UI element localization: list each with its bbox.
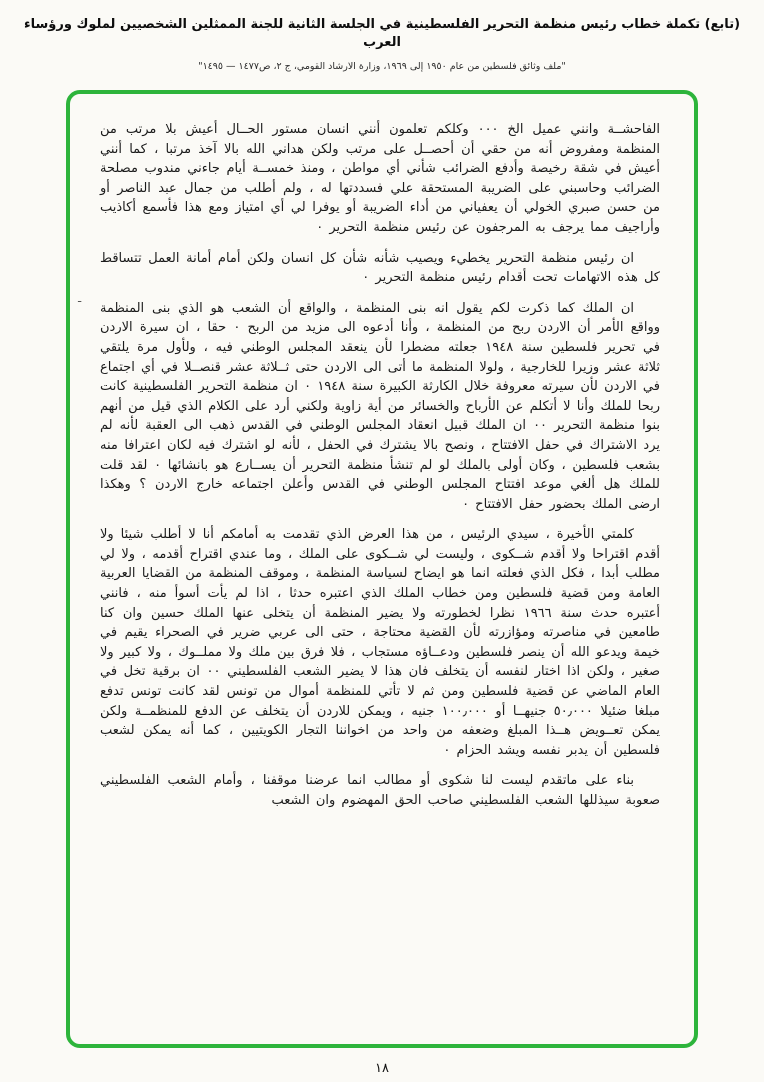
paragraph: بناء على ماتقدم ليست لنا شكوى أو مطالب انما عرضنا موقفنا ، وأمام الشعب الفلسطيني صعوبة سيذللها الشعب الفلسطيني صاحب الحق المهضوم وان الشعب [100, 773, 660, 808]
document-source-citation: "ملف وثائق فلسطين من عام ١٩٥٠ إلى ١٩٦٩، وزارة الارشاد القومي، ج ٢، ص١٤٧٧ — ١٤٩٥" [198, 61, 566, 73]
paragraph: كلمتي الأخيرة ، سيدي الرئيس ، من هذا العرض الذي تقدمت به أمامكم أنا لا أطلب شيئا ولا أقدم اقتراحا ولا أقدم شــكوى ، وليست لي شــكوى على الملك ، وما عندي اقتراح أقدمه ، ولا لي مطلب أبدا ، فكل الذي فعلته انما هو ايضاح لسياسة المنظمة ، وموقف المنظمة من القضايا العربية العامة ومن قضية فلسطين ومن خطاب الملك الذي اعتبره حدثا ، اذا لم يأت أسوأ منه ، فانني أعتبره حدث سنة ١٩٦٦ نظرا لخطورته ولا يضير المنظمة أن يتخلى عنها الملك حسين وان كنا طامعين في مناصرته ومؤازرته لأن القضية محتاجة ، حتى الى عربي ضرير في الصحراء يقيم في خيمة ويدعو الله أن ينصر فلسطين ودعــاؤه مستجاب ، فلا فرق بين ملك ولا مملــوك ، ولا كبير ولا صغير ، ولكن اذا اختار لنفسه أن يتخلف فان هذا لا يضير الشعب الفلسطيني ٠٠ ان برقية تخل في العام الماضي عن قضية فلسطين ومن ثم لا تأتي للمنظمة أموال من تونس لقد كانت تونس تدفع مبلغا ضئيلا ٥٠٫٠٠٠ جنيهــا أو ١٠٠٫٠٠٠ جنيه ، ويمكن للاردن أن يتخلف عن الدفع للمنظمــة ولكن يمكن تعــويض هــذا المبلغ وضعفه من واحد من اخواننا التجار الكويتيين ، كما أنه يمكن لشعب فلسطين أن يدبر نفسه ويشد الحزام ٠ [100, 527, 661, 758]
page-number: ١٨ [375, 1061, 389, 1076]
paragraph-continuation: الفاحشــة وانني عميل الخ ٠٠٠ وكلكم تعلمون أنني انسان مستور الحــال أعيش بلا مرتب من المنظمة ومفروض أنه من حقي أن أحصــل على مرتب ولكن هداني الله بالا آخذ مرتبا ، كما أنني أعيش في شقة رخيصة وأدفع الضرائب شأني أي مواطن ، ومنذ خمســة أيام جاءني مندوب مصلحة الضرائب وحاسبني على الضريبة المستحقة علي فسددتها له ، ولم أطلب من جمال عبد الناصر أو من حسن صبري الخولي أن يعفياني من أداء الضريبة أو يوفرا لي أي امتياز ومع هذا فأسمع أكاذيب وأراجيف مما يرجف به المرجفون عن رئيس منظمة التحرير ٠ [100, 122, 660, 235]
text-frame [66, 90, 698, 1048]
margin-annotation-mark: ـ [78, 292, 82, 305]
document-title: (تابع) تكملة خطاب رئيس منظمة التحرير الفلسطينية في الجلسة الثانية للجنة الممثلين الشخصيين لملوك ورؤساء العرب [23, 17, 741, 51]
paragraph: ان الملك كما ذكرت لكم يقول انه بنى المنظمة ، والواقع أن الشعب هو الذي بنى المنظمة وواقع الأمر أن الاردن ربح من المنظمة ، وأنا أدعوه الى مزيد من الربح ٠ حقا ، ان سيرة الاردن في تحرير فلسطين سنة ١٩٤٨ جعلته مضطرا لأن ينعقد المجلس الوطني فيه ، ولأول مرة يلتقي ثلاثة عشر وزيرا للخارجية ، ولولا المنظمة ما أتى الى الاردن حتى ثــلاثة عشر قنصــلا في أي اجتماع في الاردن لأن سيرته معروفة خلال الكارثة الكبيرة سنة ١٩٤٨ ٠ ان منظمة التحرير الفلسطينية كانت ربحا للملك وأنا لا أتكلم عن الأرباح والخسائر من أية زاوية ولكني أرد على الكلام الذي قيل من أنهم بنوا منظمة التحرير ٠٠ ان الملك قبيل انعقاد المجلس الوطني في القدس ذهب الى العقبة لأنه لم يرد الاشتراك في حفل الافتتاح ، ونصح بالا يشترك في الحفل ، لأنه لو اشترك فيه لكان اعترافا منه بشعب فلسطين ، وكان أولى بالملك لو لم تنشأ منظمة التحرير أن يســارع هو بانشائها ٠ لقد قلت للملك هل ألغي موعد افتتاح المجلس الوطني في القدس وأعلن اجتماعه خارج الاردن ؟ وهكذا ارضى الملك بحضور حفل الافتتاح ٠ [100, 300, 660, 512]
paragraph: ان رئيس منظمة التحرير يخطيء ويصيب شأنه شأن كل انسان ولكن أمام أمانة العمل تتساقط كل هذه الاتهامات تحت أقدام رئيس منظمة التحرير ٠ [100, 250, 660, 286]
document-header [0, 16, 764, 72]
